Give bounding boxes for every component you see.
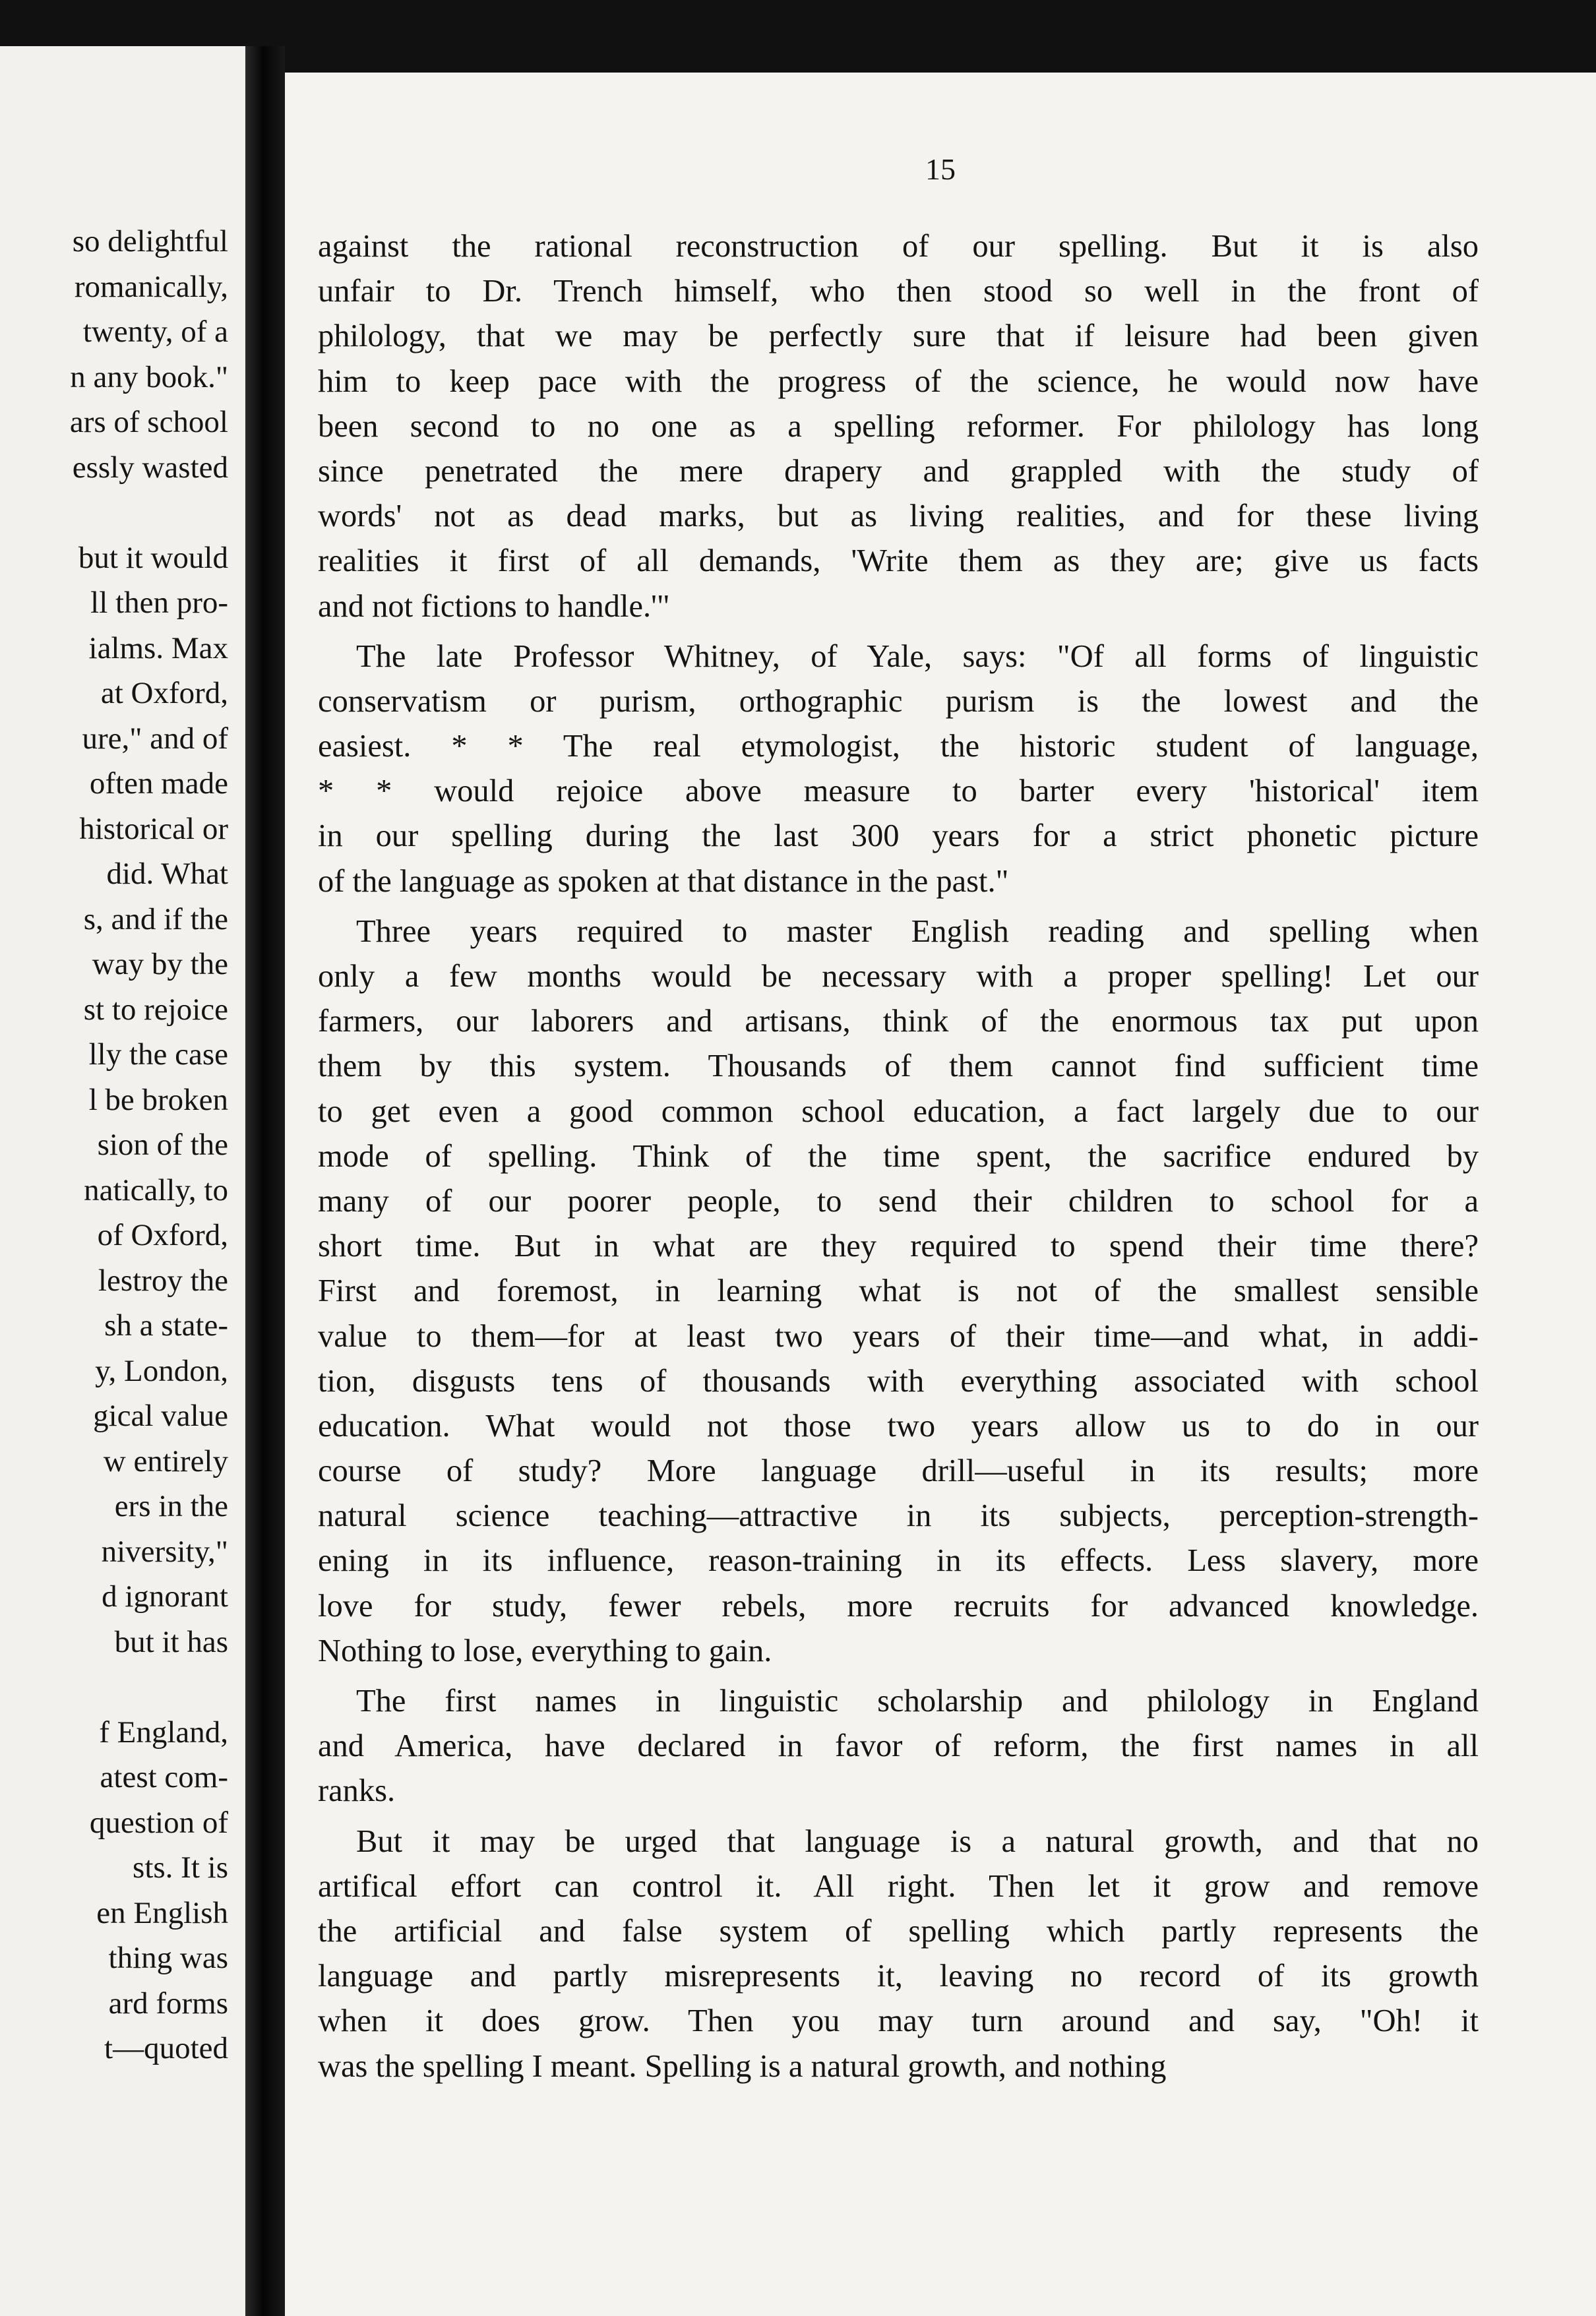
text-line: farmers, our laborers and artisans, think of the enormous tax put upon: [318, 1004, 1479, 1039]
left-page-line: but it has: [114, 1624, 228, 1659]
text-line: since penetrated the mere drapery and grappled with the study of: [318, 453, 1479, 489]
text-line: words' not as dead marks, but as living realities, and for these living: [318, 499, 1479, 534]
left-page-line: ure," and of: [82, 721, 228, 756]
text-line: ening in its influence, reason-training in its effects. Less slavery, more: [318, 1543, 1479, 1579]
left-page-line: ll then pro-: [90, 586, 228, 620]
left-page-line: d ignorant: [102, 1579, 228, 1614]
text-line: and not fictions to handle.'": [318, 588, 670, 624]
text-line: course of study? More language drill—useful in its results; more: [318, 1453, 1479, 1489]
text-line: love for study, fewer rebels, more recruits for advanced knowledge.: [318, 1588, 1479, 1624]
left-page-blank-line: [0, 1664, 245, 1710]
text-line: * * would rejoice above measure to barter every 'historical' item: [318, 774, 1479, 809]
left-page-line: y, London,: [95, 1353, 228, 1388]
left-page-line: ars of school: [69, 405, 228, 439]
text-line: many of our poorer people, to send their children to school for a: [318, 1183, 1479, 1219]
text-line: realities it first of all demands, 'Write them as they are; give us facts: [318, 543, 1479, 579]
page-gutter: [245, 46, 285, 2316]
text-line: to get even a good common school education, a fact largely due to our: [318, 1093, 1479, 1129]
left-page-line: twenty, of a: [82, 315, 228, 349]
text-line: Three years required to master English reading and spelling when: [356, 913, 1479, 949]
text-line: Nothing to lose, everything to gain.: [318, 1633, 772, 1668]
left-page-line: f England,: [99, 1715, 228, 1750]
left-page-line: n any book.": [70, 359, 228, 394]
paragraph: [318, 909, 1479, 1674]
left-page-fragment: [0, 46, 245, 2316]
main-page: [285, 73, 1596, 2316]
left-page-line: atest com-: [100, 1760, 228, 1794]
text-line: against the rational reconstruction of our spelling. But it is also: [318, 229, 1479, 264]
text-line: of the language as spoken at that distance in the past.": [318, 863, 1009, 899]
left-page-line: natically, to: [84, 1173, 228, 1207]
left-page-line: essly wasted: [72, 450, 228, 485]
left-page-line: so delightful: [72, 224, 228, 259]
text-line: First and foremost, in learning what is not of the smallest sensible: [318, 1273, 1479, 1309]
text-line: value to them—for at least two years of their time—and what, in addi-: [318, 1318, 1479, 1354]
paragraph: [318, 1679, 1479, 1814]
left-page-line: sion of the: [97, 1128, 228, 1162]
text-line: in our spelling during the last 300 years for a strict phonetic picture: [318, 818, 1479, 854]
text-line: been second to no one as a spelling reformer. For philology has long: [318, 408, 1479, 444]
text-line: language and partly misrepresents it, leaving no record of its growth: [318, 1959, 1479, 1994]
left-page-line: t—quoted: [104, 2031, 228, 2065]
text-line: short time. But in what are they required to spend their time there?: [318, 1229, 1479, 1264]
left-page-line: romanically,: [74, 269, 228, 304]
left-page-line: did. What: [106, 857, 228, 891]
left-page-line: thing was: [108, 1941, 228, 1975]
left-page-line: lly the case: [88, 1037, 228, 1072]
left-page-line: question of: [89, 1805, 228, 1840]
paragraph: [318, 224, 1479, 629]
left-page-text: [0, 219, 245, 2071]
left-page-line: ard forms: [108, 1986, 228, 2021]
text-line: them by this system. Thousands of them cannot find sufficient time: [318, 1049, 1479, 1084]
text-line: only a few months would be necessary with a proper spelling! Let our: [318, 959, 1479, 994]
text-line: the artificial and false system of spelling which partly represents the: [318, 1913, 1479, 1949]
left-page-line: st to rejoice: [83, 992, 228, 1027]
left-page-line: but it would: [78, 540, 228, 575]
left-page-line: historical or: [79, 811, 228, 846]
text-line: natural science teaching—attractive in its subjects, perception-strength-: [318, 1498, 1479, 1534]
left-page-blank-line: [0, 490, 245, 535]
left-page-line: niversity,": [101, 1534, 228, 1569]
text-line: unfair to Dr. Trench himself, who then stood so well in the front of: [318, 274, 1479, 309]
left-page-line: often made: [89, 766, 228, 801]
left-page-line: sts. It is: [133, 1850, 228, 1885]
text-line: The late Professor Whitney, of Yale, says: "Of all forms of linguistic: [356, 638, 1479, 674]
text-line: easiest. * * The real etymologist, the historic student of language,: [318, 729, 1479, 764]
left-page-line: s, and if the: [83, 901, 228, 936]
left-page-line: lestroy the: [98, 1263, 228, 1298]
paragraph: [318, 634, 1479, 904]
text-line: philology, that we may be perfectly sure that if leisure had been given: [318, 319, 1479, 354]
text-line: education. What would not those two years allow us to do in our: [318, 1408, 1479, 1444]
left-page-line: l be broken: [88, 1082, 228, 1117]
text-line: him to keep pace with the progress of the science, he would now have: [318, 363, 1479, 399]
text-line: artifical effort can control it. All right. Then let it grow and remove: [318, 1868, 1479, 1904]
text-line: ranks.: [318, 1773, 396, 1809]
body-text: [318, 219, 1479, 2089]
left-page-line: en English: [96, 1895, 228, 1930]
text-line: was the spelling I meant. Spelling is a natural growth, and nothing: [318, 2048, 1167, 2084]
text-line: conservatism or purism, orthographic purism is the lowest and the: [318, 683, 1479, 719]
left-page-line: w entirely: [103, 1444, 228, 1478]
paragraph: [318, 1819, 1479, 2089]
left-page-line: of Oxford,: [97, 1218, 228, 1252]
left-page-line: at Oxford,: [100, 676, 228, 710]
left-page-line: ialms. Max: [88, 630, 228, 665]
page-number: 15: [925, 152, 956, 186]
left-page-line: gical value: [93, 1399, 228, 1433]
text-line: mode of spelling. Think of the time spent, the sacrifice endured by: [318, 1138, 1479, 1174]
text-line: The first names in linguistic scholarship and philology in England: [356, 1684, 1479, 1719]
left-page-line: way by the: [92, 947, 228, 981]
left-page-line: ers in the: [114, 1489, 228, 1523]
text-line: tion, disgusts tens of thousands with everything associated with school: [318, 1363, 1479, 1399]
text-line: But it may be urged that language is a natural growth, and that no: [356, 1823, 1479, 1859]
text-line: when it does grow. Then you may turn around and say, "Oh! it: [318, 2003, 1479, 2039]
text-line: and America, have declared in favor of reform, the first names in all: [318, 1728, 1479, 1764]
left-page-line: sh a state-: [104, 1308, 228, 1343]
